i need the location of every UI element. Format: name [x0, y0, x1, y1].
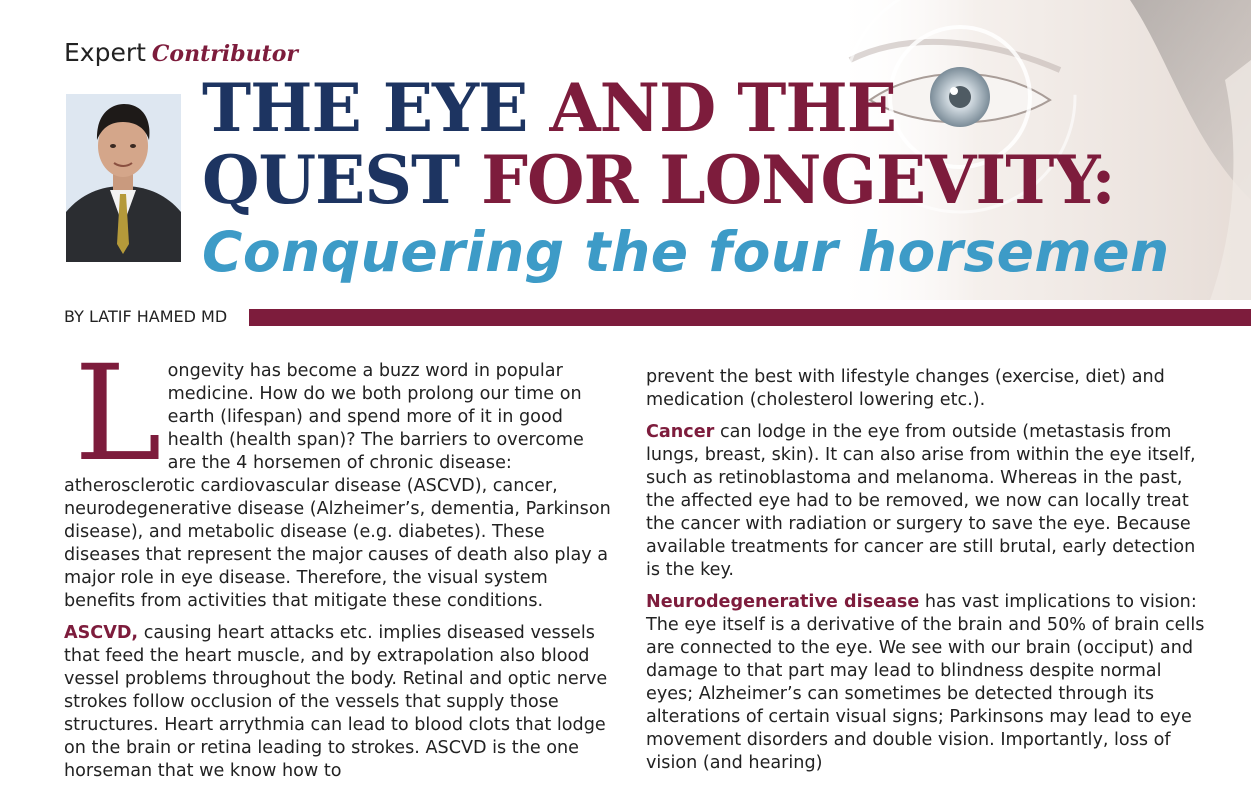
article-column-left	[64, 337, 616, 792]
neuro-term: Neurodegenerative disease	[646, 592, 920, 612]
neuro-text: has vast implications to vision: The eye itself is a derivative of the brain and 50% of brain cells are connected to the eye. We see with our brain (occiput) and damage to that part may lead to blindness despite normal eyes; Alzheimer’s can sometimes be detected through its alterations of certain visual signs; Parkinsons may lead to eye movement disorders and double vision. Importantly, loss of vision (and hearing)	[646, 592, 1205, 773]
cancer-paragraph	[646, 421, 1206, 582]
title-line2-part2: FOR LONGEVITY:	[481, 141, 1115, 219]
intro-text: ongevity has become a buzz word in popular medicine. How do we both prolong our time on earth (lifespan) and spend more of it in good health (health span)? The barriers to overcome are the 4 horsemen of chronic disease: atherosclerotic cardiovascular disease (ASCVD), cancer, neurodegenerative disease (Alzheimer’s, dementia, Parkinson disease), and metabolic disease (e.g. diabetes). These diseases that represent the major causes of death also play a major role in eye disease. Therefore, the visual system benefits from activities that mitigate these conditions.	[64, 361, 611, 611]
cancer-text: can lodge in the eye from outside (metastasis from lungs, breast, skin). It can also arise from within the eye itself, such as retinoblastoma and melanoma. Whereas in the past, the affected eye had to be removed, we now can locally treat the cancer with radiation or surgery to save the eye. Because available treatments for cancer are still brutal, early detection is the key.	[646, 422, 1196, 580]
intro-paragraph	[64, 337, 616, 613]
cancer-term: Cancer	[646, 422, 715, 442]
drop-cap: L	[74, 337, 162, 491]
article-subtitle: Conquering the four horsemen	[202, 220, 1170, 284]
ascvd-text: causing heart attacks etc. implies diseased vessels that feed the heart muscle, and by extrapolation also blood vessel problems throughout the body. Retinal and optic nerve strokes follow occlusion of the vessels that supply those structures. Heart arrythmia can lead to blood clots that lodge on the brain or retina leading to strokes. ASCVD is the one horseman that we know how to	[64, 623, 608, 781]
neuro-paragraph	[646, 591, 1206, 775]
article-title	[202, 69, 1115, 219]
title-line1-part2: AND THE	[549, 69, 896, 147]
byline-rule	[249, 309, 1251, 326]
expert-contributor-label	[64, 38, 298, 67]
ascvd-term: ASCVD,	[64, 623, 139, 643]
kicker-label: Expert	[64, 38, 146, 67]
byline: BY LATIF HAMED MD	[64, 307, 228, 326]
ascvd-paragraph	[64, 622, 616, 783]
kicker-script: Contributor	[151, 41, 299, 67]
title-line2-part1: QUEST	[202, 141, 482, 219]
author-photo	[66, 94, 181, 262]
title-line1-part1: THE EYE	[202, 69, 550, 147]
article-column-right	[646, 366, 1206, 784]
ascvd-continued-paragraph	[646, 366, 1206, 412]
ascvd-continued-text: prevent the best with lifestyle changes (exercise, diet) and medication (cholesterol lowering etc.).	[646, 367, 1165, 410]
